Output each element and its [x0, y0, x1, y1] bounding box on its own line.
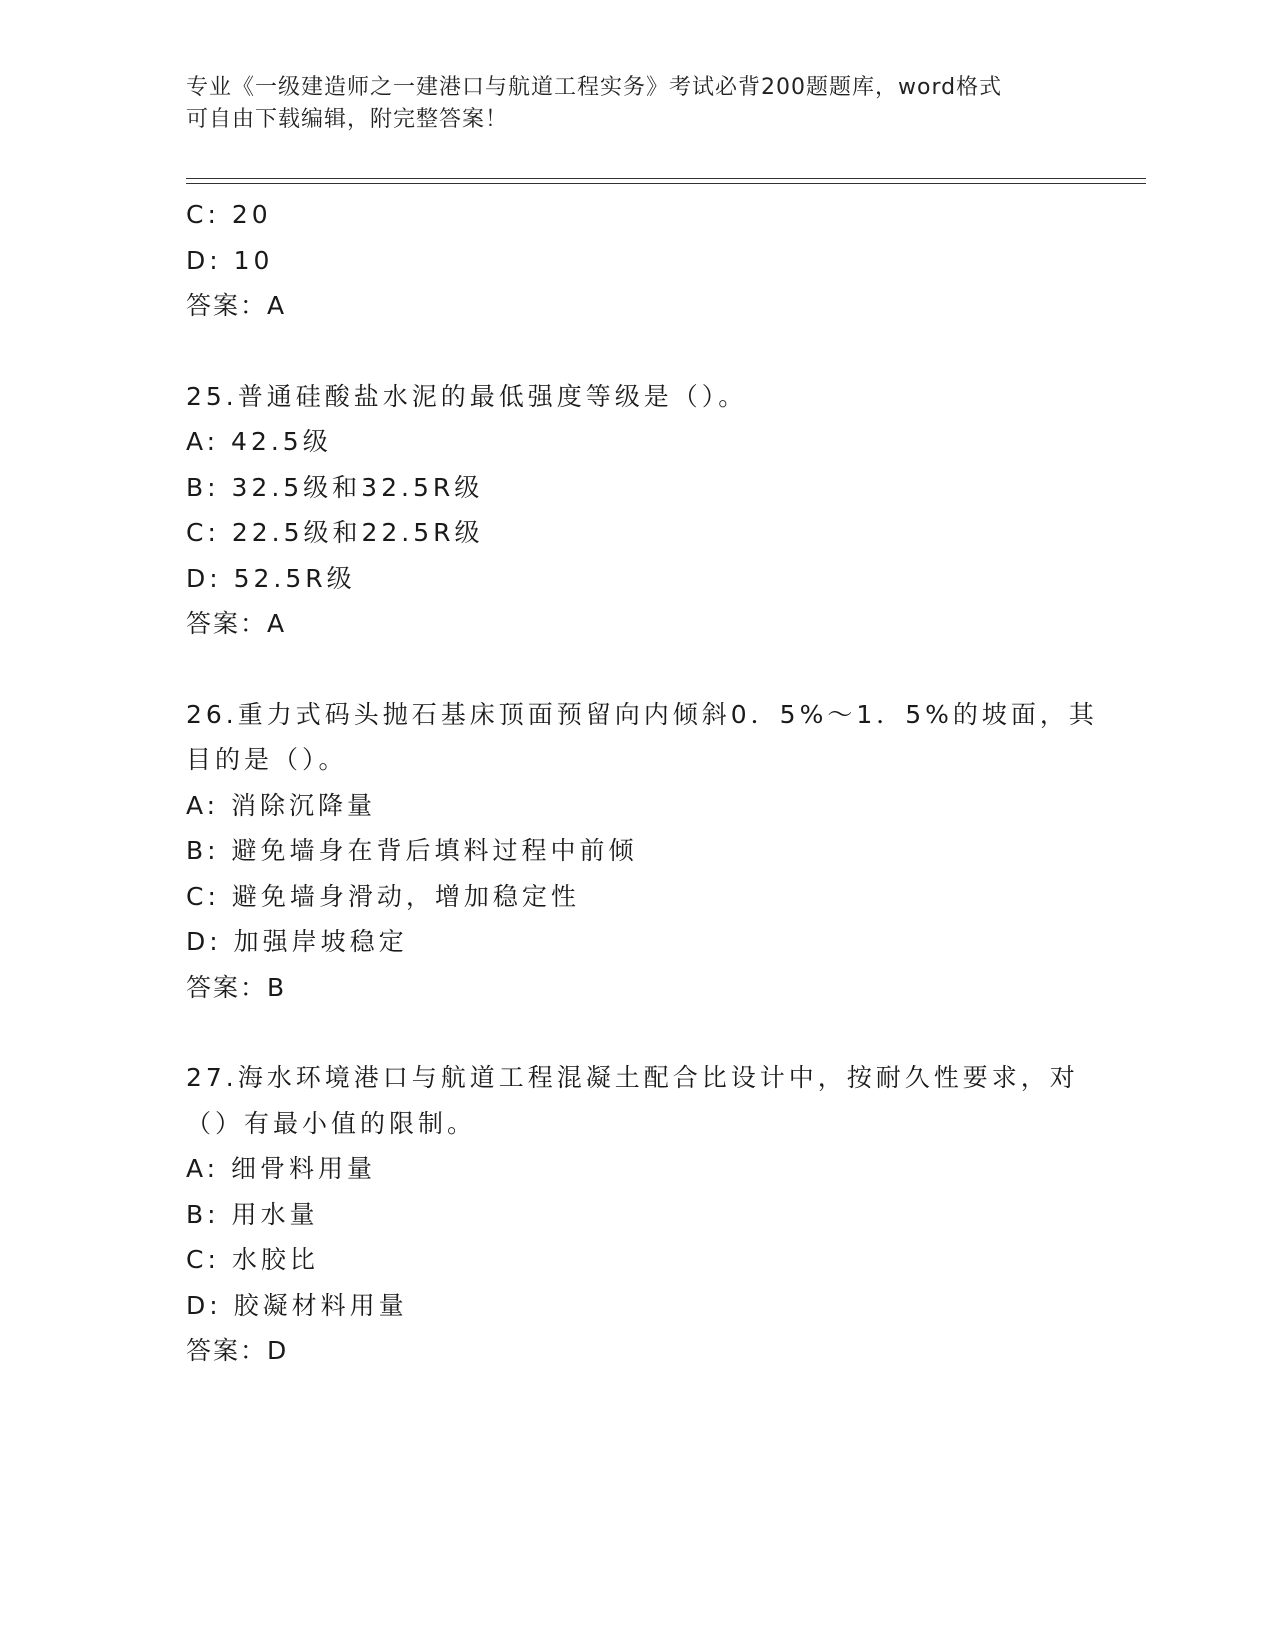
option-c: C: 水胶比: [186, 1245, 319, 1274]
option-d: D: 52.5R级: [186, 563, 356, 593]
question-text-line: （）有最小值的限制。: [186, 1108, 477, 1138]
question-text-line: 25.普通硅酸盐水泥的最低强度等级是（）。: [186, 381, 748, 411]
question-text: [186, 1055, 1086, 1146]
option-a: A: 消除沉降量: [186, 790, 377, 820]
option-c: C: 22.5级和22.5R级: [186, 518, 484, 547]
answer-line: 答案：D: [186, 1336, 289, 1365]
option-c: C: 避免墙身滑动，增加稳定性: [186, 881, 580, 911]
option-a: A: 细骨料用量: [186, 1154, 377, 1183]
question-text: [186, 692, 1098, 783]
answer-line: 答案：A: [186, 609, 287, 638]
question-26: [186, 692, 1098, 1011]
answer-line: 答案：B: [186, 972, 287, 1002]
option-d: D: 加强岸坡稳定: [186, 927, 408, 956]
spacer: [186, 1010, 1086, 1055]
header-title-line-1: 专业《一级建造师之一建港口与航道工程实务》考试必背200题题库，word格式: [186, 75, 1003, 100]
question-text-line: 26.重力式码头抛石基床顶面预留向内倾斜0．5%～1．5%的坡面，其: [186, 699, 1098, 729]
header-title-line-2: 可自由下载编辑，附完整答案！: [186, 107, 509, 132]
option-a: A: 42.5级: [186, 427, 332, 456]
question-24-tail: [186, 192, 1086, 329]
option-b: B: 用水量: [186, 1199, 319, 1229]
header-divider-top: [186, 178, 1146, 179]
option-b: B: 32.5级和32.5R级: [186, 472, 484, 502]
question-25: [186, 374, 1086, 647]
page-header: [186, 72, 1086, 136]
question-text-line: 27.海水环境港口与航道工程混凝土配合比设计中，按耐久性要求，对: [186, 1063, 1079, 1092]
option-d: D: 胶凝材料用量: [186, 1290, 408, 1320]
option-b: B: 避免墙身在背后填料过程中前倾: [186, 836, 638, 865]
question-content: [186, 192, 1098, 1374]
header-divider-bottom: [186, 183, 1146, 184]
option-c: C: 20: [186, 200, 272, 229]
option-d: D: 10: [186, 245, 274, 275]
question-27: [186, 1055, 1086, 1374]
spacer: [186, 329, 1086, 374]
spacer: [186, 647, 1086, 692]
question-text: [186, 374, 1086, 420]
question-text-line: 目的是（）。: [186, 745, 348, 774]
answer-line: 答案：A: [186, 291, 287, 320]
